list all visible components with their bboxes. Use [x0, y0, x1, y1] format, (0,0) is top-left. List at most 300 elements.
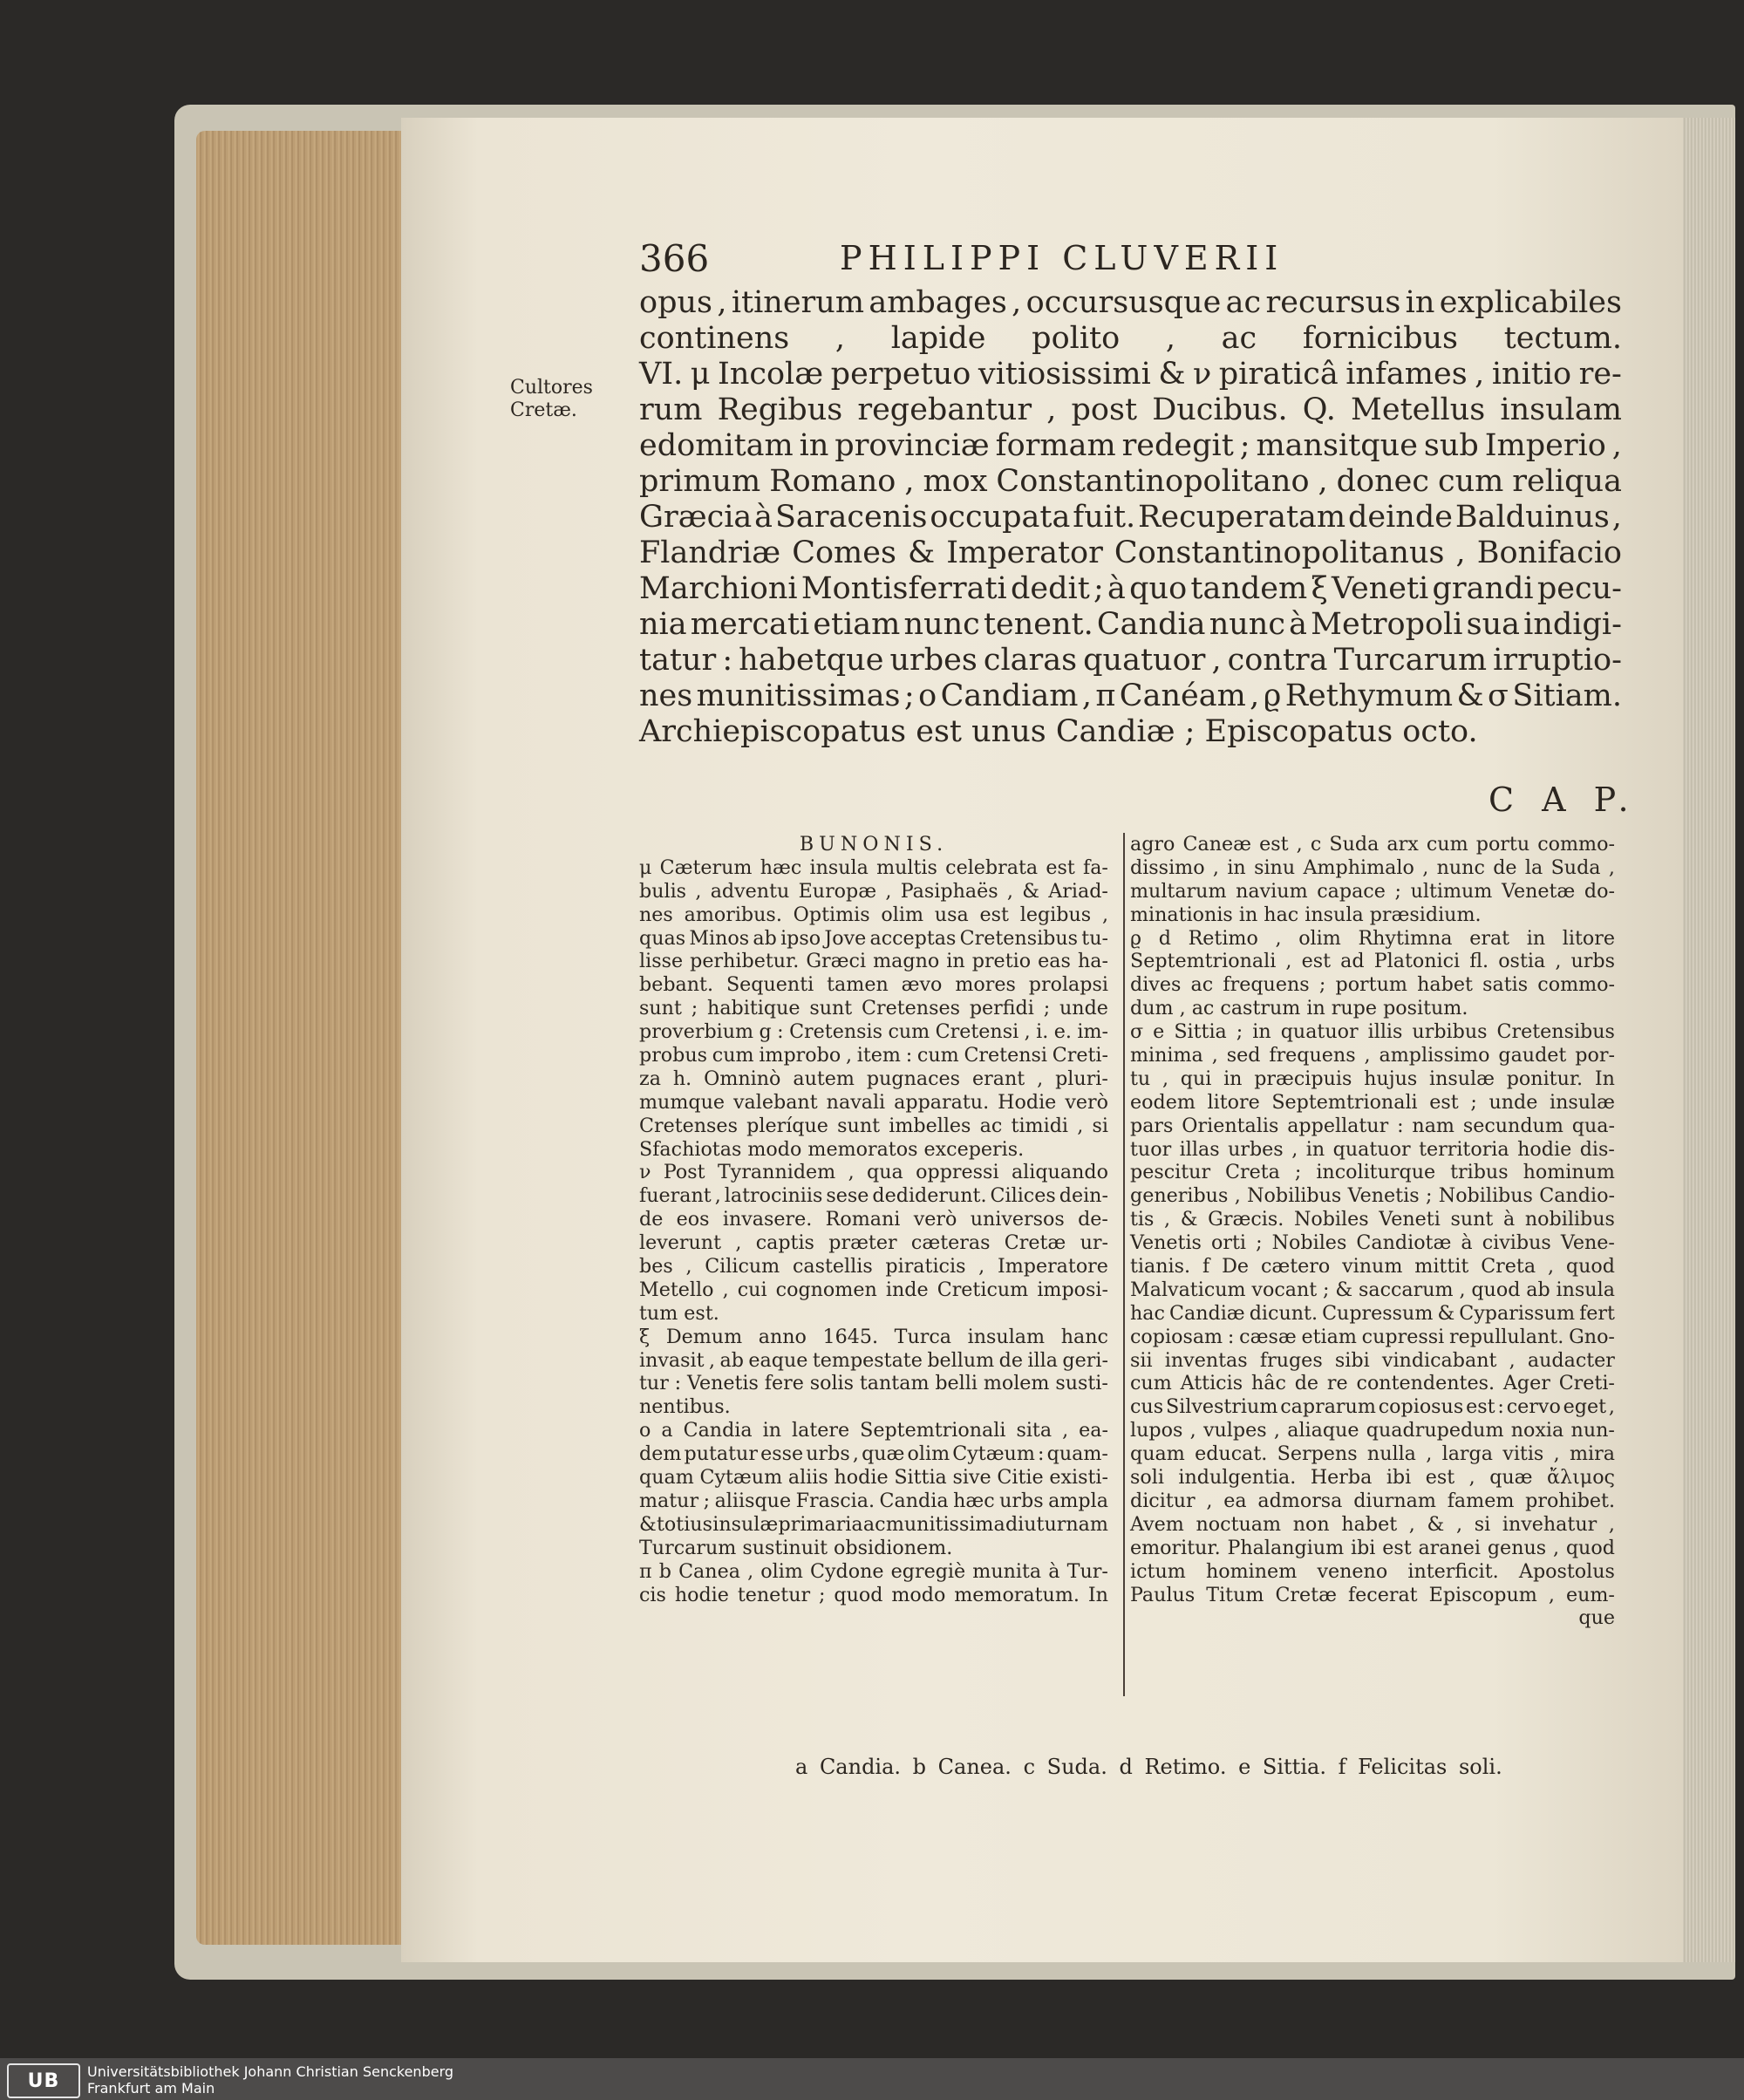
word: do-	[1584, 879, 1615, 903]
word: quadrupedum	[1366, 1419, 1504, 1442]
word: μ	[639, 856, 652, 879]
word: à	[754, 500, 773, 535]
word: hodie	[1517, 1137, 1572, 1161]
word: Imperio	[1484, 428, 1606, 463]
commentary-line	[1130, 1490, 1615, 1513]
commentary-line	[639, 1255, 1108, 1278]
word: piraticis	[885, 1255, 966, 1278]
word: Paulus	[1130, 1583, 1196, 1606]
commentary-line	[1130, 1278, 1615, 1302]
word: sunt	[809, 997, 853, 1020]
word: im-	[1077, 1020, 1108, 1044]
word: Sittia	[894, 1466, 947, 1490]
word: quæ	[1489, 1466, 1533, 1490]
word: valebant	[733, 1090, 818, 1114]
word: item	[856, 1044, 901, 1067]
word: Græcis.	[1208, 1208, 1284, 1231]
word: ,	[1024, 1020, 1031, 1044]
word: Græci	[806, 950, 867, 973]
word: ,	[835, 321, 846, 356]
word: :	[905, 1044, 913, 1067]
word: egregiè	[890, 1559, 966, 1583]
word: Candiotæ	[1356, 1231, 1452, 1255]
commentary-line	[1130, 1349, 1615, 1373]
word: Constantinopolitanus	[1114, 535, 1445, 570]
commentary-left-column	[639, 833, 1108, 1606]
word: pretio	[971, 950, 1032, 973]
word: eodem	[1130, 1090, 1196, 1114]
word: Nobiles	[1293, 1208, 1369, 1231]
word: Minos	[689, 926, 750, 950]
word: ,	[1468, 1466, 1475, 1490]
word: etiam	[813, 607, 901, 642]
word: erant	[972, 1067, 1025, 1090]
word: insulæ	[1428, 1067, 1495, 1090]
word: ἄλιμος	[1547, 1466, 1615, 1490]
word: hujus	[1364, 1067, 1418, 1090]
main-text-line	[639, 678, 1622, 714]
word: ,	[695, 879, 702, 903]
word: Candia	[1096, 607, 1206, 642]
word: secundum	[1462, 1114, 1563, 1137]
word: hâc	[1250, 1372, 1286, 1395]
word: ,	[1547, 1255, 1555, 1278]
word: contra	[1227, 643, 1328, 678]
word: urbibus	[1412, 1020, 1488, 1044]
word: ,	[1608, 856, 1615, 879]
word: mansitque	[1256, 428, 1418, 463]
word: Atticis	[1180, 1372, 1243, 1395]
word: ,	[1273, 1419, 1280, 1442]
word: fruges	[1259, 1348, 1323, 1372]
word: Creta	[1481, 1255, 1536, 1278]
word: ;	[903, 678, 915, 713]
word: tectum.	[1503, 321, 1622, 356]
word: c	[1310, 833, 1322, 856]
word: continens	[639, 321, 790, 356]
word: autem	[793, 1067, 855, 1090]
word: Avem	[1130, 1512, 1184, 1536]
word: olim	[1298, 926, 1341, 950]
word: reliqua	[1512, 464, 1622, 499]
word: indulgentia.	[1178, 1466, 1297, 1490]
commentary-line	[1130, 1395, 1615, 1419]
word: sese	[826, 1184, 869, 1208]
word: gaudet	[1498, 1044, 1567, 1067]
word: invehatur	[1502, 1512, 1598, 1536]
word: mores	[955, 973, 1016, 997]
word: commo-	[1537, 973, 1615, 997]
word: verò	[913, 1208, 957, 1231]
word: aranei	[1418, 1536, 1482, 1559]
main-text	[639, 285, 1622, 750]
word: bellum	[927, 1348, 995, 1372]
word: tribus	[1450, 1161, 1509, 1184]
word: in	[1223, 1067, 1243, 1090]
commentary-line: BUNONIS.	[799, 833, 949, 856]
word: Cyparissum	[1459, 1301, 1576, 1325]
word: Hodie	[998, 1090, 1057, 1114]
word: σ	[1488, 678, 1509, 713]
word: rum	[639, 392, 703, 427]
word: Candiam	[940, 678, 1079, 713]
word: Retimo	[1188, 926, 1258, 950]
commentary-line: tum est.	[639, 1301, 719, 1325]
word: Vene-	[1560, 1231, 1615, 1255]
word: ,	[1211, 643, 1222, 678]
word: tuor	[1130, 1137, 1172, 1161]
main-text-line	[639, 321, 1622, 357]
word: à	[1289, 607, 1307, 642]
word: ab	[753, 926, 777, 950]
word: ictum	[1130, 1559, 1186, 1583]
word: Cretensi	[964, 1044, 1047, 1067]
word: π	[639, 1559, 652, 1583]
word: Citie	[997, 1466, 1044, 1490]
main-text-line	[639, 571, 1622, 607]
commentary-line	[1130, 1184, 1615, 1208]
commentary-line	[1130, 973, 1615, 997]
word: Saracenis	[774, 500, 928, 535]
commentary-line	[639, 1560, 1108, 1584]
word: Tyrannidem	[717, 1161, 836, 1184]
word: Cytæum	[952, 1442, 1035, 1466]
word: Pasiphaës	[900, 879, 998, 903]
word: arx	[1386, 833, 1419, 856]
commentary-line	[639, 1161, 1108, 1184]
word: nulla	[1366, 1442, 1416, 1466]
word: sita	[1016, 1419, 1053, 1442]
word: satis	[1482, 973, 1529, 997]
word: Serpens	[1277, 1442, 1358, 1466]
word: munitissimas	[696, 678, 901, 713]
word: vitis	[1502, 1442, 1544, 1466]
word: quod	[834, 1583, 883, 1606]
word: sua	[1466, 607, 1520, 642]
word: ur-	[1080, 1231, 1108, 1255]
word: ,	[685, 1255, 692, 1278]
word: ac	[1225, 285, 1262, 320]
commentary-line	[1130, 880, 1615, 903]
word: Nobiles	[1271, 1231, 1347, 1255]
word: illas	[1179, 1137, 1220, 1161]
word: Flandriæ	[639, 535, 781, 570]
word: aliaque	[1287, 1419, 1359, 1442]
word: bebant.	[639, 973, 714, 997]
word: hanc	[1060, 1325, 1108, 1348]
word: occursusque	[1025, 285, 1222, 320]
word: universos	[970, 1208, 1065, 1231]
word: Cretæ	[1004, 1231, 1066, 1255]
word: sive	[952, 1466, 991, 1490]
word: ξ	[639, 1325, 651, 1348]
word: amoribus.	[684, 903, 782, 926]
commentary-line	[639, 973, 1108, 997]
word: Venetis	[1130, 1231, 1202, 1255]
word: tandem	[1190, 571, 1308, 606]
word: ,	[1211, 1044, 1218, 1067]
word: claras	[983, 643, 1078, 678]
word: timidi	[1011, 1114, 1068, 1137]
word: Suda	[1329, 833, 1380, 856]
word: Rhytimna	[1358, 926, 1453, 950]
word: putatur	[684, 1442, 758, 1466]
word: mira	[1570, 1442, 1615, 1466]
main-text-line	[639, 285, 1622, 321]
word: ,	[1285, 950, 1292, 973]
word: tenent.	[983, 607, 1093, 642]
word: adventu	[710, 879, 790, 903]
word: Turca	[894, 1325, 952, 1348]
word: quæ	[862, 1442, 905, 1466]
word: hæc	[760, 856, 802, 879]
word: ,	[722, 1278, 729, 1301]
word: ,	[1364, 1044, 1371, 1067]
word: :	[1038, 1442, 1045, 1466]
word: :	[1227, 1325, 1235, 1348]
word: nes	[639, 903, 673, 926]
word: Græcia	[639, 500, 753, 535]
commentary-line	[639, 1349, 1108, 1373]
word: Candiæ	[1169, 1301, 1245, 1325]
word: Metellus	[1351, 392, 1486, 427]
word: mercati	[690, 607, 810, 642]
word: ,	[845, 1044, 852, 1067]
word: acceptas	[869, 926, 957, 950]
word: de	[1294, 1372, 1319, 1395]
commentary-line: que	[1578, 1606, 1615, 1630]
word: Comes	[792, 535, 896, 570]
word: Herba	[1310, 1466, 1373, 1490]
commentary-line	[639, 1513, 1108, 1537]
word: ο	[918, 678, 937, 713]
word: non	[1292, 1512, 1330, 1536]
word: ab	[1526, 1278, 1550, 1301]
word: Silvestrium	[1165, 1395, 1278, 1419]
commentary-right-column	[1130, 833, 1615, 1630]
word: Cretensi	[935, 1020, 1019, 1044]
commentary-line	[1130, 927, 1615, 951]
word: cum	[712, 1044, 754, 1067]
commentary-line	[639, 1584, 1108, 1607]
word: in	[1252, 1020, 1271, 1044]
word: regebantur	[857, 392, 1032, 427]
word: latrociniis	[724, 1184, 823, 1208]
word: qua-	[1571, 1114, 1615, 1137]
word: mittit	[1414, 1255, 1469, 1278]
library-name	[87, 2063, 453, 2097]
word: ,	[1101, 903, 1108, 926]
word: Candia	[879, 1489, 949, 1512]
word: copiosus	[1378, 1395, 1464, 1419]
word: Candio-	[1539, 1184, 1615, 1208]
commentary-line	[639, 997, 1108, 1020]
running-head	[639, 237, 1389, 283]
word: cum	[916, 1044, 959, 1067]
word: ,	[1006, 879, 1013, 903]
word: recursus	[1265, 285, 1401, 320]
word: Cilicum	[705, 1255, 780, 1278]
word: Sequenti	[726, 973, 814, 997]
word: cum	[1130, 1372, 1172, 1395]
word: Jove	[824, 926, 867, 950]
commentary-line: nentibus.	[639, 1395, 731, 1419]
word: tantam	[859, 1372, 930, 1395]
word: olim	[881, 903, 923, 926]
word: ampla	[1048, 1489, 1108, 1512]
word: sed	[1226, 1044, 1261, 1067]
word: est	[1466, 1395, 1495, 1419]
word: est	[1259, 833, 1289, 856]
word: insulæ	[1549, 1090, 1615, 1114]
word: Orientalis	[1182, 1114, 1279, 1137]
word: urbs	[1570, 950, 1615, 973]
commentary-line: Sfachiotas modo memoratos exceperis.	[639, 1137, 1025, 1161]
word: navali	[826, 1090, 886, 1114]
word: cum	[1437, 464, 1504, 499]
word: interficit.	[1407, 1559, 1499, 1583]
word: diuturnam	[1005, 1512, 1108, 1536]
word: perfidi	[969, 997, 1034, 1020]
word: hac	[1130, 1301, 1165, 1325]
word: prohibet.	[1525, 1489, 1615, 1512]
word: cui	[737, 1278, 767, 1301]
word: ibi	[1386, 1466, 1412, 1490]
word: est	[1429, 1090, 1459, 1114]
word: frequens	[1269, 1044, 1356, 1067]
word: eget	[1563, 1395, 1607, 1419]
word: primaria	[778, 1512, 863, 1536]
word: &	[1335, 1278, 1353, 1301]
word: e	[1153, 1020, 1165, 1044]
word: navium	[1236, 879, 1308, 903]
word: ,	[1012, 285, 1022, 320]
word: castellis	[792, 1255, 873, 1278]
word: celebrata	[945, 856, 1039, 879]
commentary-line	[639, 1044, 1108, 1067]
word: Sittia	[1174, 1020, 1227, 1044]
word: audacter	[1527, 1348, 1615, 1372]
word: ,	[1046, 392, 1057, 427]
word: ;	[1425, 1184, 1433, 1208]
library-logo: UB	[7, 2063, 80, 2098]
word: Septemtrionali	[1271, 1090, 1418, 1114]
word: copiosam	[1130, 1325, 1223, 1348]
word: dein-	[1059, 1184, 1108, 1208]
commentary-line	[639, 1208, 1108, 1231]
word: &	[639, 1512, 657, 1536]
main-text-line	[639, 464, 1622, 500]
word: Suda	[1550, 856, 1601, 879]
word: lapide	[890, 321, 986, 356]
word: famem	[1447, 1489, 1515, 1512]
commentary-line	[1130, 833, 1615, 856]
word: qui	[1180, 1067, 1212, 1090]
commentary-line	[639, 1184, 1108, 1208]
word: de-	[1078, 1208, 1108, 1231]
word: Septemtrionali	[1130, 950, 1277, 973]
word: post	[1071, 392, 1138, 427]
word: ,	[852, 1442, 859, 1466]
word: i.	[1036, 1020, 1049, 1044]
commentary-line	[639, 1419, 1108, 1442]
word: infames	[1345, 357, 1468, 392]
word: b	[658, 1559, 671, 1583]
word: habet	[1341, 1512, 1398, 1536]
word: Candia	[683, 1419, 753, 1442]
word: la	[1524, 856, 1543, 879]
word: ,	[1062, 1419, 1069, 1442]
word: saccarum	[1358, 1278, 1454, 1301]
commentary-line	[1130, 1161, 1615, 1184]
commentary-line	[1130, 1115, 1615, 1138]
main-text-line	[639, 500, 1622, 535]
word: re-	[1578, 357, 1622, 392]
word: Venetis	[1347, 1184, 1420, 1208]
word: ;	[819, 1583, 826, 1606]
word: urbs	[806, 1442, 850, 1466]
word: ;	[1294, 1161, 1302, 1184]
word: soli	[1130, 1466, 1164, 1490]
word: multis	[876, 856, 937, 879]
word: prolapsi	[1028, 973, 1108, 997]
word: Septemtrionali	[860, 1419, 1006, 1442]
word: modo	[891, 1583, 946, 1606]
word: latere	[792, 1419, 850, 1442]
commentary-line	[1130, 1231, 1615, 1255]
word: quam-	[1046, 1442, 1108, 1466]
running-head-title: PHILIPPI CLUVERII	[840, 239, 1284, 277]
word: ,	[1459, 1278, 1466, 1301]
word: legibus	[1019, 903, 1092, 926]
word: unde	[1059, 997, 1108, 1020]
word: pluri-	[1055, 1067, 1108, 1090]
word: esse	[760, 1442, 804, 1466]
word: nunc	[903, 607, 980, 642]
word: ;	[1239, 428, 1250, 463]
word: perpetuo	[830, 357, 971, 392]
word: ,	[904, 464, 915, 499]
word: π	[1095, 678, 1116, 713]
commentary-line	[639, 1278, 1108, 1302]
library-name-line: Universitätsbibliothek Johann Christian Senckenberg	[87, 2063, 454, 2080]
word: munita	[972, 1559, 1042, 1583]
word: unde	[1489, 1090, 1538, 1114]
word: insula	[809, 856, 869, 879]
word: Constantinopolitano	[996, 464, 1310, 499]
word: ponitur.	[1506, 1067, 1584, 1090]
word: ab	[719, 1348, 744, 1372]
word: :	[777, 1020, 784, 1044]
word: urbes	[889, 643, 978, 678]
word: ϱ	[1130, 926, 1142, 950]
word: primum	[639, 464, 761, 499]
word: est	[1301, 950, 1332, 973]
word: cum	[888, 1020, 930, 1044]
word: tatur	[639, 643, 717, 678]
word: Recuperatam	[1138, 500, 1346, 535]
word: ,	[1206, 1489, 1213, 1512]
word: Frascia.	[795, 1489, 875, 1512]
word: Bonifacio	[1476, 535, 1622, 570]
word: nun-	[1570, 1419, 1615, 1442]
word: fl.	[1469, 950, 1489, 973]
commentary-line	[639, 950, 1108, 973]
word: Balduinus	[1454, 500, 1610, 535]
word: sinu	[1254, 856, 1296, 879]
commentary-line	[639, 880, 1108, 903]
word: quod	[1565, 1255, 1615, 1278]
